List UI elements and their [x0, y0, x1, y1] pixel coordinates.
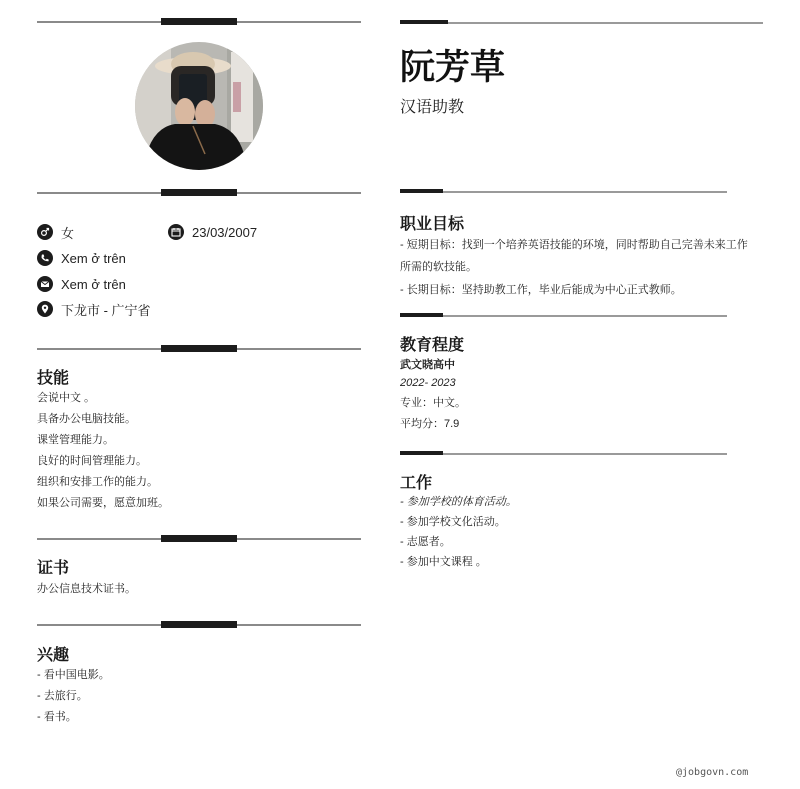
- list-item: 如果公司需要，愿意加班。: [37, 497, 169, 509]
- education-major: 专业：中文。: [400, 397, 466, 409]
- phone-icon: [37, 250, 53, 266]
- birthdate-row: [168, 223, 257, 241]
- skills-list: [37, 388, 169, 514]
- certificates-list: [37, 579, 136, 600]
- skills-heading: 技能: [37, 370, 70, 387]
- list-item: - 去旅行。: [37, 690, 88, 702]
- objective-line: - 短期目标：找到一个培养英语技能的环境，同时帮助自己完善未来工作: [400, 239, 748, 251]
- list-item: 良好的时间管理能力。: [37, 455, 147, 467]
- divider-interests: [37, 621, 361, 629]
- school-name: 武文晓高中: [400, 359, 455, 371]
- job-title: 汉语助教: [400, 99, 465, 116]
- phone-text: Xem ở trên: [61, 250, 126, 266]
- list-item: 具备办公电脑技能。: [37, 413, 136, 425]
- gender-icon: [37, 224, 53, 240]
- list-item: - 看中国电影。: [37, 669, 110, 681]
- list-item: - 参加学校的体育活动。: [400, 496, 517, 508]
- email-icon: [37, 276, 53, 292]
- list-item: 会说中文 。: [37, 392, 96, 404]
- certificates-heading: 证书: [37, 560, 70, 577]
- list-item: 办公信息技术证书。: [37, 583, 136, 595]
- gender-row: [37, 223, 74, 241]
- interests-list: [37, 665, 110, 728]
- divider-work: [400, 451, 727, 457]
- list-item: 课堂管理能力。: [37, 434, 114, 446]
- education-details: [400, 355, 466, 435]
- list-item: - 看书。: [37, 711, 77, 723]
- list-item: - 参加中文课程 。: [400, 556, 487, 568]
- location-pin-icon: [37, 301, 53, 317]
- address-row: [37, 300, 151, 318]
- footer-credit: @jobgovn.com: [676, 767, 749, 778]
- email-text: Xem ở trên: [61, 276, 126, 292]
- work-heading: 工作: [400, 475, 433, 492]
- work-list: [400, 492, 517, 572]
- divider-certificates: [37, 535, 361, 543]
- birthdate-text: 23/03/2007: [192, 224, 258, 240]
- divider-top-right: [400, 20, 763, 26]
- calendar-icon: [168, 224, 184, 240]
- interests-heading: 兴趣: [37, 647, 70, 664]
- objective-text: [400, 234, 748, 303]
- education-period: 2022- 2023: [400, 377, 456, 389]
- avatar: [135, 42, 263, 170]
- divider-contact: [37, 189, 361, 197]
- education-gpa: 平均分：7.9: [400, 418, 460, 430]
- list-item: 组织和安排工作的能力。: [37, 476, 158, 488]
- divider-skills: [37, 345, 361, 353]
- divider-education: [400, 313, 727, 319]
- list-item: - 参加学校文化活动。: [400, 516, 506, 528]
- objective-line: 所需的软技能。: [400, 261, 477, 273]
- divider-objective: [400, 189, 727, 195]
- candidate-name: 阮芳草: [400, 48, 506, 87]
- email-row: [37, 275, 126, 293]
- gender-text: 女: [61, 225, 75, 241]
- education-heading: 教育程度: [400, 337, 465, 354]
- list-item: - 志愿者。: [400, 536, 451, 548]
- objective-line: - 长期目标：坚持助教工作，毕业后能成为中心正式教师。: [400, 284, 682, 296]
- divider-top-left: [37, 18, 361, 26]
- objective-heading: 职业目标: [400, 216, 465, 233]
- address-text: 下龙市 - 广宁省: [61, 302, 151, 318]
- phone-row: [37, 249, 126, 267]
